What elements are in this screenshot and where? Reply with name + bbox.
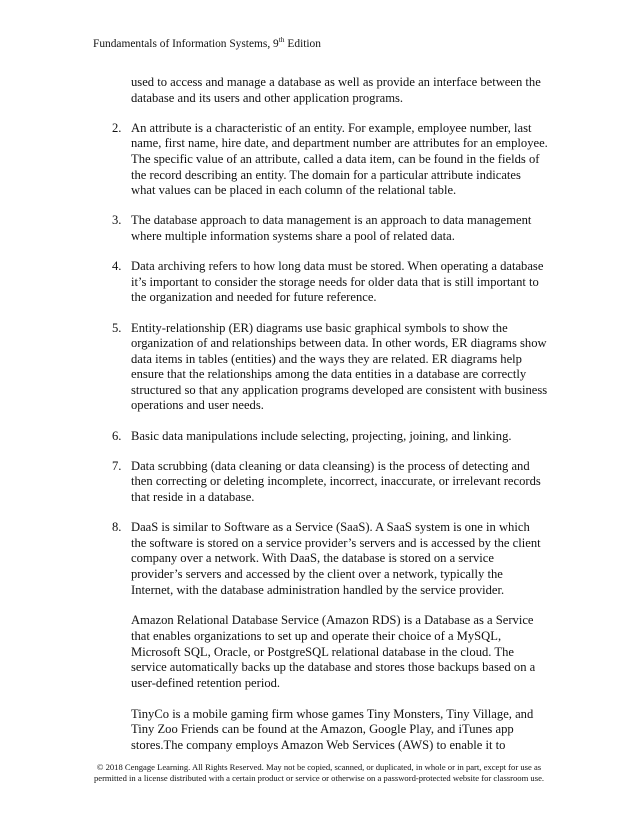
item-number: 5. [112,320,122,335]
continuation-paragraph: used to access and manage a database as well as provide an interface between the database and its users and other application programs. [131,75,541,105]
item-number: 2. [112,120,122,135]
item-number: 4. [112,259,122,274]
page-header [93,37,321,51]
item-body [131,459,548,506]
item-paragraph: Amazon Relational Database Service (Amazon RDS) is a Database as a Service that enables organizations to set up and operate their choice of a MySQL, Microsoft SQL, Oracle, or PostgreSQL relational database in the cloud. The service automatically backs up the database and stores those backups based on a user-defined retention period. [131,613,536,690]
list-item [93,213,548,244]
item-body [131,520,548,753]
item-number: 8. [112,520,122,535]
list-item [93,520,548,753]
item-paragraph: DaaS is similar to Software as a Service (SaaS). A SaaS system is one in which the software is stored on a service provider’s servers and is accessed by the client company over a network. With DaaS, the database is stored on a service provider’s servers and accessed by the client over a network, typically the Internet, with the database administration handled by the service provider. [131,520,541,597]
header-title-superscript: th [278,35,285,45]
item-number: 6. [112,428,122,443]
item-number: 7. [112,458,122,473]
item-body [131,121,548,199]
list-item [93,259,548,306]
list-item [93,121,548,199]
copyright-footer [86,762,552,784]
list-item [93,429,548,445]
item-paragraph: Data scrubbing (data cleaning or data cleansing) is the process of detecting and then correcting or deleting incomplete, incorrect, inaccurate, or irrelevant records that reside in a database. [131,458,541,505]
item-paragraph: The database approach to data management is an approach to data management where multiple information systems share a pool of related data. [131,213,532,243]
header-title-main: Fundamentals of Information Systems, 9 [93,38,279,50]
item-body [131,259,548,306]
footer-line-2: permitted in a license distributed with a certain product or service or otherwise on a password-protected website for classroom use. [93,773,545,783]
item-paragraph: Basic data manipulations include selecting, projecting, joining, and linking. [131,428,512,443]
item-paragraph: Entity-relationship (ER) diagrams use basic graphical symbols to show the organization of and relationships between data. In other words, ER diagrams show data items in tables (entities) and the ways they are related. ER diagrams help ensure that the relationships among the data entities in a database are correctly structured so that any application programs developed are consistent with business operations and user needs. [131,320,548,413]
item-paragraph: TinyCo is a mobile gaming firm whose games Tiny Monsters, Tiny Village, and Tiny Zoo Friends can be found at the Amazon, Google Play, and iTunes app stores.The company employs Amazon Web Services (AWS) to enable it to [131,706,534,752]
item-paragraph: Data archiving refers to how long data must be stored. When operating a database it’s important to consider the storage needs for older data that is still important to the organization and needed for future reference. [131,259,544,305]
item-paragraph: An attribute is a characteristic of an entity. For example, employee number, last name, first name, hire date, and department number are attributes for an employee. The specific value of an attribute, called a data item, can be found in the fields of the record describing an entity. The domain for a particular attribute indicates what values can be placed in each column of the relational table. [131,120,548,198]
header-title-edition: Edition [284,38,321,50]
item-number: 3. [112,213,122,228]
list-item [93,321,548,415]
item-body [131,321,548,415]
item-body [131,213,548,244]
answer-list [93,75,548,753]
item-body [131,429,548,445]
numbered-items [93,121,548,754]
list-item [93,459,548,506]
footer-line-1: © 2018 Cengage Learning. All Rights Reserved. May not be copied, scanned, or duplicated, in whole or in part, except for use as [96,762,542,772]
